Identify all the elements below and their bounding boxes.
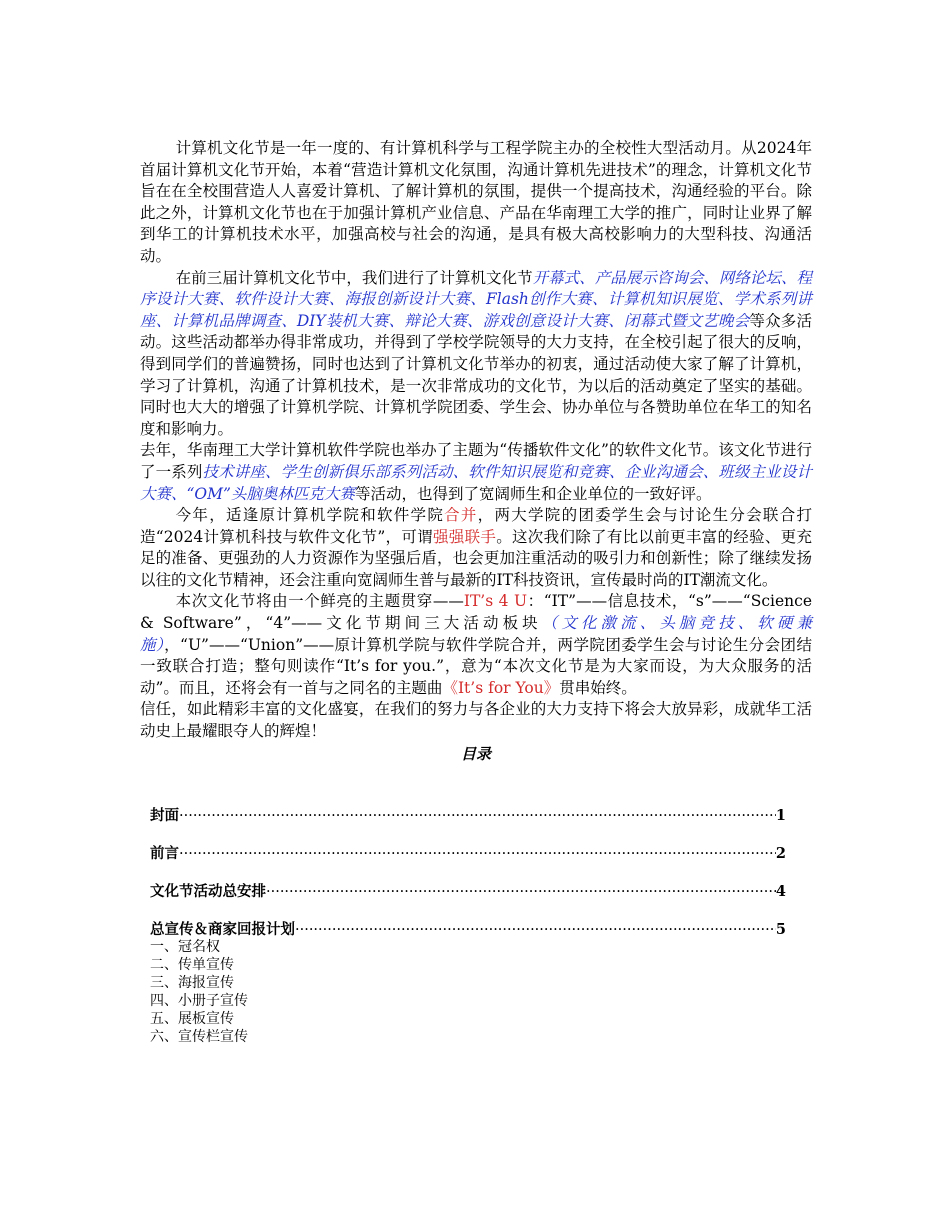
toc-entry-page: 1 bbox=[775, 806, 786, 824]
toc-entry[interactable] bbox=[150, 918, 786, 938]
history-post: 等众多活动。这些活动都举办得非常成功，并得到了学校学院领导的大力支持，在全校引起了很大的反响，得到同学们的普遍赞扬，同时也达到了计算机文化节举办的初衷，通过活动使大家了解了计算机，学习了计算机，沟通了计算机技术，是一次非常成功的文化节，为以后的活动奠定了坚实的基础。同时也大大的增强了计算机学院、计算机学院团委、学生会、协办单位与各赞助单位在华工的知名度和影响力。 bbox=[140, 311, 812, 438]
toc-subitem: 二、传单宣传 bbox=[150, 956, 234, 973]
toc-entry-page: 2 bbox=[775, 844, 786, 862]
toc-entry-page: 4 bbox=[775, 882, 786, 900]
software-events-list: 技术讲座、学生创新俱乐部系列活动、软件知识展览和竞赛、企业沟通会、班级主业设计大赛、“OM”头脑奥林匹克大赛 bbox=[140, 462, 812, 503]
toc-entry-label: 前言 bbox=[150, 844, 179, 862]
toc-title: 目录 bbox=[460, 744, 491, 763]
intro-text: 计算机文化节是一年一度的、有计算机科学与工程学院主办的全校性大型活动月。从2024年首届计算机文化节开始，本着“营造计算机文化氛围，沟通计算机先进技术”的理念，计算机文化节旨在在全校围营造人人喜爱计算机、了解计算机的氛围，提供一个提高技术，沟通经验的平台。除此之外，计算机文化节也在于加强计算机产业信息、产品在华南理工大学的推广，同时让业界了解到华工的计算机技术水平，加强高校与社会的沟通，是具有极大高校影响力的大型科技、沟通活动。 bbox=[140, 139, 812, 265]
toc-leader-dots bbox=[266, 884, 776, 900]
merger-pre: 今年，适逢原计算机学院和软件学院 bbox=[175, 506, 445, 525]
merge-highlight: 合并 bbox=[444, 506, 478, 525]
toc-entry[interactable] bbox=[150, 804, 786, 824]
theme-highlight: IT’s 4 U bbox=[463, 592, 528, 611]
toc-entry[interactable] bbox=[150, 880, 786, 900]
toc-subitem: 四、小册子宣传 bbox=[150, 992, 248, 1009]
toc-subitem: 三、海报宣传 bbox=[150, 974, 234, 991]
theme-mid2: ，“U”——“Union”——原计算机学院与软件学院合并，两学院团委学生会与讨论生分会团结一致联合打造；整句则读作“It’s for you.”，意为“本次文化节是为大家而设，为大众服务的活动”。而且，还将会有一首与之同名的主题曲 bbox=[140, 635, 812, 697]
closing-text: 信任，如此精彩丰富的文化盛宴，在我们的努力与各企业的大力支持下将会大放异彩，成就华工活动史上最耀眼夺人的辉煌！ bbox=[140, 700, 812, 741]
merger-paragraph bbox=[140, 505, 812, 591]
toc-subitem: 五、展板宣传 bbox=[150, 1010, 234, 1027]
theme-song: 《It’s for You》 bbox=[442, 678, 560, 697]
software-pre: 去年，华南理工大学计算机软件学院也举办了主题为“传播软件文化”的软件文化节。该文化节进行了一系列 bbox=[140, 441, 812, 481]
software-festival-paragraph bbox=[140, 440, 812, 505]
toc-subitem: 一、冠名权 bbox=[150, 938, 220, 955]
document-page bbox=[140, 138, 812, 1046]
intro-paragraph bbox=[140, 138, 812, 268]
toc-leader-dots bbox=[295, 922, 776, 938]
merger-mid: ，两大学院的团委学生会与讨论生分会联合打造“2024计算机科技与软件文化节”，可谓 bbox=[140, 506, 812, 546]
toc-entry-label: 总宣传＆商家回报计划 bbox=[150, 920, 295, 938]
theme-post: 贯串始终。 bbox=[559, 678, 637, 697]
history-paragraph bbox=[140, 268, 812, 441]
past-events-list: 开幕式、产品展示咨询会、网络论坛、程序设计大赛、软件设计大赛、海报创新设计大赛、Flash创作大赛、计算机知识展览、学术系列讲座、计算机品牌调查、DIY装机大赛、辩论大赛、游戏创意设计大赛、闭幕式暨文艺晚会 bbox=[140, 268, 812, 330]
closing-paragraph bbox=[140, 699, 812, 742]
activity-blocks: （文化激流、头脑竞技、软硬兼施） bbox=[140, 614, 812, 654]
toc-subitem: 六、宣传栏宣传 bbox=[150, 1028, 248, 1045]
table-of-contents bbox=[150, 804, 786, 1046]
theme-mid1: ：“IT”——信息技术，“s”——“Science & Software”，“4”——文化节期间三大活动板块 bbox=[140, 592, 812, 633]
software-post: 等活动，也得到了宽阔师生和企业单位的一致好评。 bbox=[354, 484, 712, 503]
strong-union-highlight: 强强联手 bbox=[432, 527, 497, 546]
toc-leader-dots bbox=[179, 846, 776, 862]
toc-leader-dots bbox=[179, 808, 776, 824]
theme-pre: 本次文化节将由一个鲜亮的主题贯穿—— bbox=[175, 592, 464, 611]
toc-entry[interactable] bbox=[150, 842, 786, 862]
toc-entry-label: 封面 bbox=[150, 806, 179, 824]
theme-paragraph bbox=[140, 591, 812, 699]
toc-entry-label: 文化节活动总安排 bbox=[150, 882, 266, 900]
toc-entry-page: 5 bbox=[775, 920, 786, 938]
history-pre: 在前三届计算机文化节中，我们进行了计算机文化节 bbox=[175, 268, 533, 287]
merger-post: 。这次我们除了有比以前更丰富的经验、更充足的准备、更强劲的人力资源作为坚强后盾，也会更加注重活动的吸引力和创新性；除了继续发扬以往的文化节精神，还会注重向宽阔师生普与最新的IT科技资讯，宣传最时尚的IT潮流文化。 bbox=[140, 527, 812, 589]
